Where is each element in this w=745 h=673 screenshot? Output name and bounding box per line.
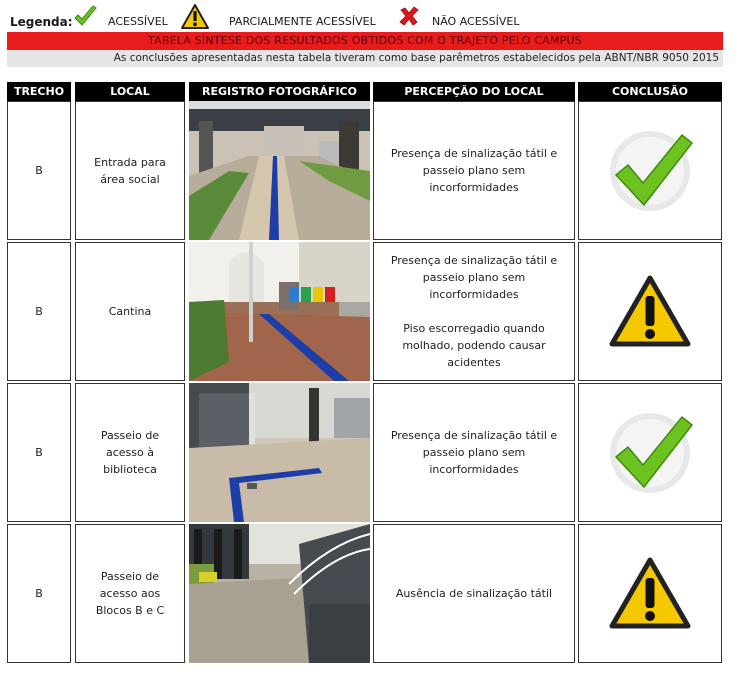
header-local: LOCAL [75,82,185,101]
percepcao-text: Presença de sinalização tátil e passeio plano sem incorformidades [390,429,558,476]
percepcao-text: Ausência de sinalização tátil [395,587,553,600]
local-cell: Passeio de acesso aos Blocos B e C [75,524,185,663]
warning-icon [608,556,692,632]
header-conclusao: CONCLUSÃO [578,82,722,101]
percepcao-cell [373,383,575,522]
local-cell: Entrada para área social [75,101,185,240]
percepcao-text: Presença de sinalização tátil e passeio plano sem incorformidades Piso escorregadio quando molhado, podendo causar acidentes [390,254,558,369]
green-check-icon [600,121,700,221]
local-cell: Cantina [75,242,185,381]
header-trecho: TRECHO [7,82,71,101]
green-check-icon [600,403,700,503]
percepcao-cell [373,524,575,663]
trecho-cell: B [7,242,71,381]
red-x-icon [398,5,420,27]
header-percepcao: PERCEPÇÃO DO LOCAL [373,82,575,101]
conclusao-cell [578,524,722,663]
photo-entrada [189,101,370,240]
legend-label-not-accessible: NÃO ACESSÍVEL [432,15,520,28]
warning-icon [180,3,210,30]
conclusao-cell [578,242,722,381]
conclusao-cell [578,101,722,240]
photo-blocos-b-c [189,524,370,663]
percepcao-text: Presença de sinalização tátil e passeio plano sem incorformidades [390,147,558,194]
trecho-cell: B [7,383,71,522]
legend-title: Legenda: [10,15,73,29]
legend [0,0,745,32]
trecho-cell: B [7,524,71,663]
green-check-icon [72,4,98,30]
conclusao-cell [578,383,722,522]
local-cell: Passeio de acesso à biblioteca [75,383,185,522]
legend-label-accessible: ACESSÍVEL [108,15,168,28]
table-subtitle [7,50,723,67]
warning-icon [608,274,692,350]
photo-biblioteca [189,383,370,522]
legend-label-partial: PARCIALMENTE ACESSÍVEL [229,15,376,28]
percepcao-cell [373,242,575,381]
subtitle-text: As conclusões apresentadas nesta tabela tiveram como base parêmetros estabelecidos pela ABNT/NBR 9050 2015 [113,52,719,64]
percepcao-cell [373,101,575,240]
table-title-banner: TABELA SÍNTESE DOS RESULTADOS OBTIDOS COM O TRAJETO PELO CAMPUS [7,32,723,50]
trecho-cell: B [7,101,71,240]
header-registro: REGISTRO FOTOGRÁFICO [189,82,370,101]
photo-cantina [189,242,370,381]
